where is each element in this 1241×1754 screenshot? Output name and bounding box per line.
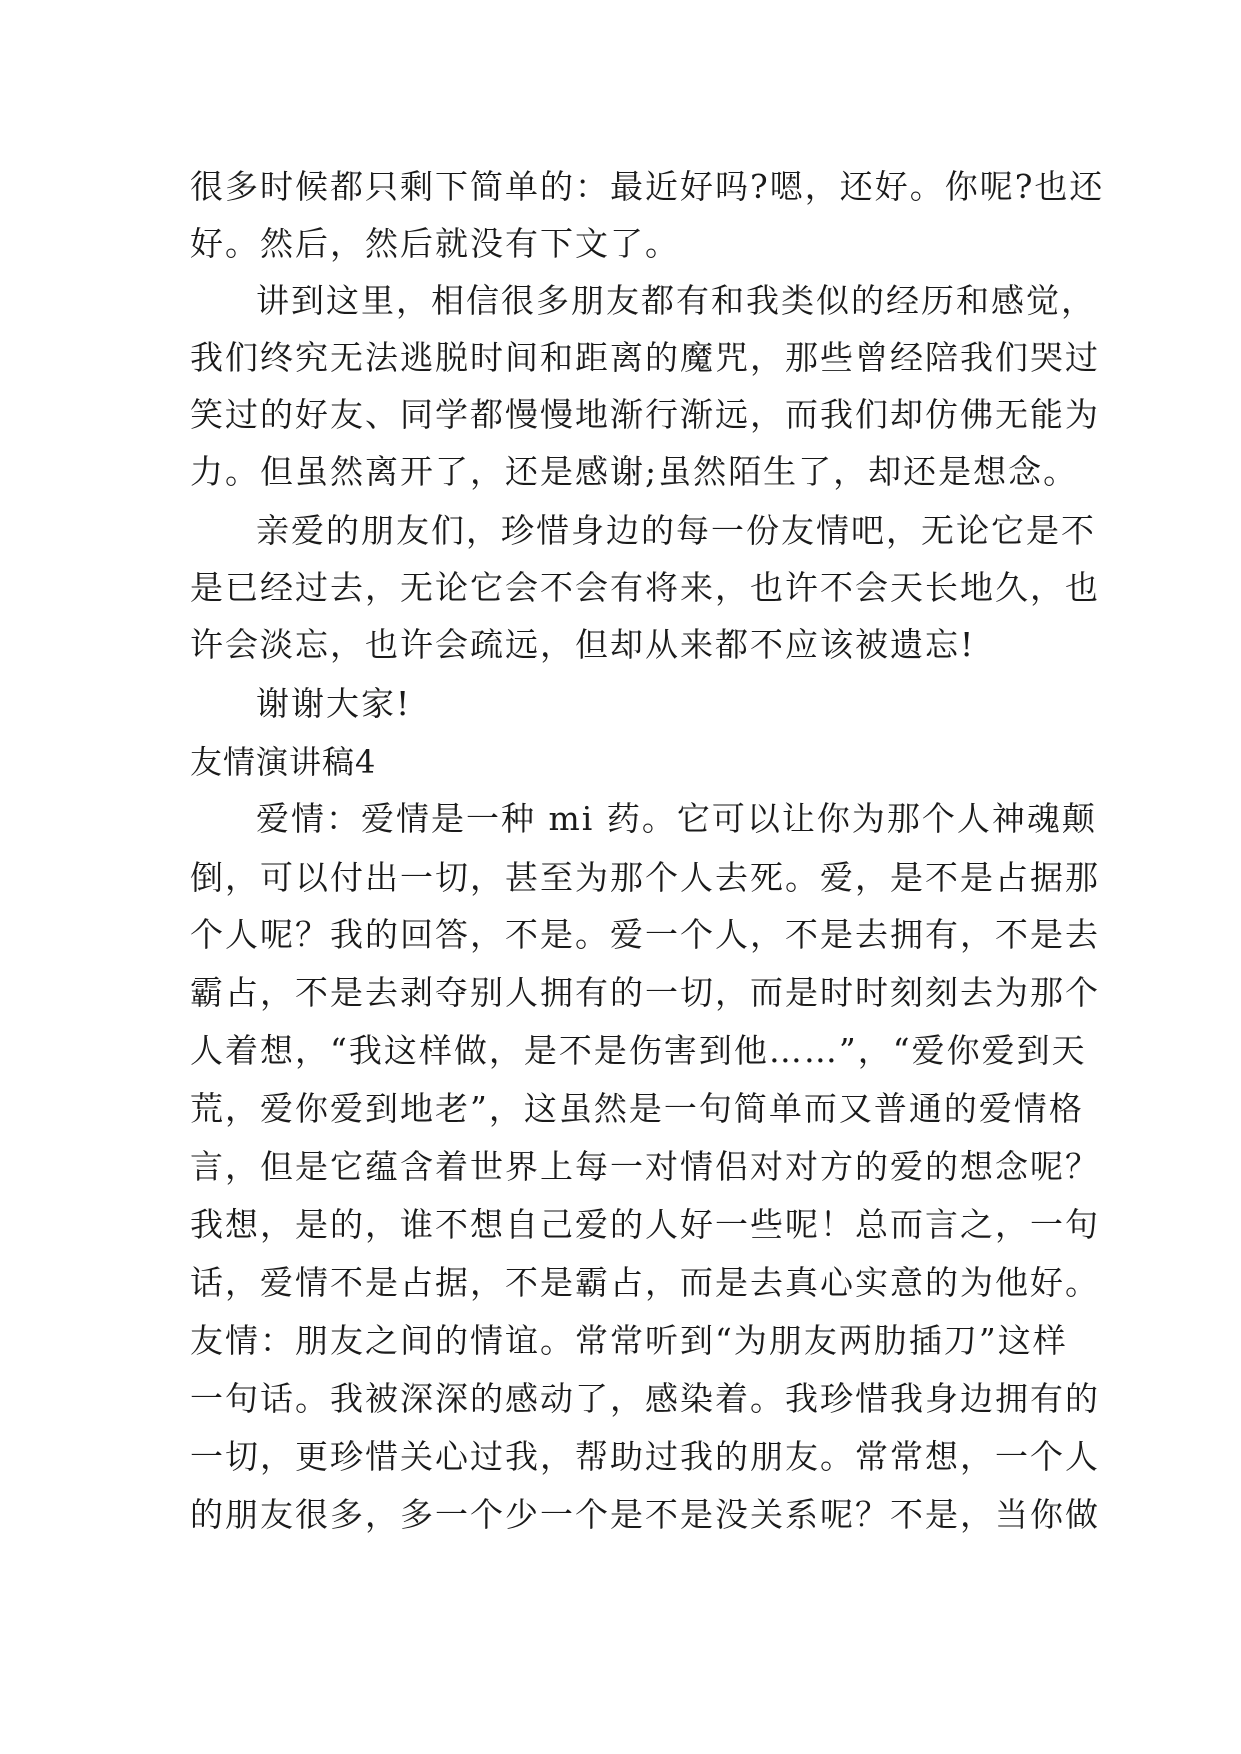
text-line: 人着想，“我这样做，是不是伤害到他……”，“爱你爱到天 [190,1031,1087,1070]
text-line: 许会淡忘，也许会疏远，但却从来都不应该被遗忘! [190,625,976,664]
text-line: 言，但是它蕴含着世界上每一对情侣对对方的爱的想念呢？ [190,1147,1100,1186]
section-heading: 友情演讲稿4 [190,743,377,781]
text-line: 一切，更珍惜关心过我，帮助过我的朋友。常常想，一个人 [190,1437,1100,1476]
text-line: 个人呢？我的回答，不是。爱一个人，不是去拥有，不是去 [190,915,1100,954]
paragraph-first-line: 讲到这里，相信很多朋友都有和我类似的经历和感觉， [256,281,1096,320]
text-line: 话，爱情不是占据，不是霸占，而是去真心实意的为他好。 [190,1263,1100,1302]
text-line: 倒，可以付出一切，甚至为那个人去死。爱，是不是占据那 [190,858,1100,897]
paragraph-first-line: 亲爱的朋友们，珍惜身边的每一份友情吧，无论它是不 [256,511,1096,550]
text-line: 很多时候都只剩下简单的：最近好吗?嗯，还好。你呢?也还 [190,167,1105,206]
text-line: 好。然后，然后就没有下文了。 [190,224,680,263]
text-line: 霸占，不是去剥夺别人拥有的一切，而是时时刻刻去为那个 [190,973,1100,1012]
text-line: 是已经过去，无论它会不会有将来，也许不会天长地久，也 [190,568,1100,607]
text-line: 笑过的好友、同学都慢慢地渐行渐远，而我们却仿佛无能为 [190,395,1100,434]
text-line: 一句话。我被深深的感动了，感染着。我珍惜我身边拥有的 [190,1379,1100,1418]
closing-line: 谢谢大家! [256,684,412,723]
text-line: 我们终究无法逃脱时间和距离的魔咒，那些曾经陪我们哭过 [190,338,1100,377]
text-line: 的朋友很多，多一个少一个是不是没关系呢？不是，当你做 [190,1495,1100,1534]
text-line: 力。但虽然离开了，还是感谢;虽然陌生了，却还是想念。 [190,452,1079,491]
text-line: 友情：朋友之间的情谊。常常听到“为朋友两肋插刀”这样 [190,1321,1068,1360]
text-line: 我想，是的，谁不想自己爱的人好一些呢！总而言之，一句 [190,1205,1100,1244]
text-line: 荒，爱你爱到地老”，这虽然是一句简单而又普通的爱情格 [190,1089,1084,1128]
paragraph-first-line: 爱情：爱情是一种 mi 药。它可以让你为那个人神魂颠 [256,799,1097,838]
